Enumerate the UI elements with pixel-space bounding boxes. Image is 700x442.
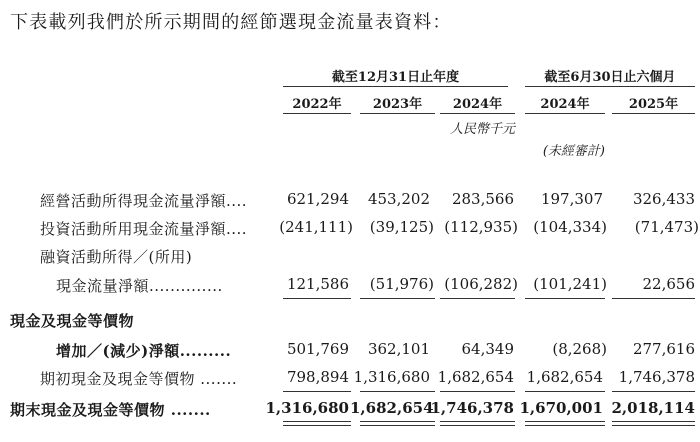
cell: 1,746,378 — [618, 368, 695, 386]
sum-rule — [612, 391, 695, 392]
row-label-operating: 經營活動所得現金流量淨額.... — [40, 192, 248, 210]
cell: 501,769 — [286, 340, 349, 358]
row-label-investing: 投資活動所用現金流量淨額.... — [40, 220, 248, 238]
year-col-4-rule — [525, 113, 605, 114]
cell: (106,282) — [444, 275, 518, 293]
sum-rule — [440, 391, 515, 392]
cell: (104,334) — [533, 218, 607, 236]
cell: 1,682,654 — [350, 399, 434, 417]
cell: (39,125) — [369, 218, 434, 236]
row-label-opening-cash: 期初現金及現金等價物 ....... — [40, 370, 238, 388]
cell: 326,433 — [632, 190, 695, 208]
cell: (101,241) — [533, 275, 607, 293]
cell: 1,316,680 — [265, 399, 349, 417]
sum-rule — [283, 391, 351, 392]
cell: 453,202 — [367, 190, 430, 208]
row-label-cash-equivalents: 現金及現金等價物 — [10, 312, 135, 330]
total-double-rule — [360, 421, 435, 426]
total-double-rule — [612, 421, 695, 426]
sum-rule — [612, 298, 695, 299]
cell: 362,101 — [367, 340, 430, 358]
cell: 283,566 — [451, 190, 514, 208]
cell: (71,473) — [634, 218, 699, 236]
sum-rule — [525, 298, 605, 299]
cell: 1,682,654 — [526, 368, 603, 386]
row-label-net-change: 增加／(減少)淨額......... — [56, 342, 232, 360]
sum-rule — [283, 298, 351, 299]
cell: (112,935) — [444, 218, 518, 236]
cell: (51,976) — [369, 275, 434, 293]
year-col-1-rule — [283, 113, 351, 114]
year-col-5: 2025年 — [628, 97, 679, 112]
year-col-2-rule — [360, 113, 435, 114]
year-col-2: 2023年 — [372, 97, 423, 112]
header-year-end-rule — [283, 86, 508, 87]
sum-rule — [525, 391, 605, 392]
cell: 64,349 — [461, 340, 514, 358]
total-double-rule — [440, 421, 515, 426]
year-col-1: 2022年 — [292, 97, 342, 112]
cell: 2,018,114 — [611, 399, 695, 417]
cell: 621,294 — [286, 190, 349, 208]
cell: (8,268) — [552, 340, 607, 358]
cell: 1,682,654 — [437, 368, 514, 386]
sum-rule — [360, 391, 435, 392]
intro-text: 下表載列我們於所示期間的經節選現金流量表資料： — [10, 12, 452, 33]
cell: 277,616 — [632, 340, 695, 358]
cell: 798,894 — [286, 368, 349, 386]
year-col-4: 2024年 — [540, 97, 590, 112]
cell: 22,656 — [642, 275, 695, 293]
total-double-rule — [283, 421, 351, 426]
year-col-3: 2024年 — [452, 97, 503, 112]
sum-rule — [440, 298, 515, 299]
cell: 1,670,001 — [519, 399, 603, 417]
header-six-month: 截至6月30日止六個月 — [544, 70, 676, 85]
cell: 1,316,680 — [353, 368, 430, 386]
year-col-3-rule — [440, 113, 515, 114]
row-label-closing-cash: 期末現金及現金等價物 ....... — [10, 401, 211, 419]
year-col-5-rule — [612, 113, 695, 114]
sum-rule — [360, 298, 435, 299]
header-year-end: 截至12月31日止年度 — [331, 70, 460, 85]
row-label-financing-net: 現金流量淨額.............. — [56, 277, 223, 295]
total-double-rule — [525, 421, 605, 426]
unaudited-label: (未經審計) — [542, 144, 605, 159]
row-label-financing: 融資活動所得／(所用) — [40, 248, 193, 266]
cell: (241,111) — [279, 218, 353, 236]
cell: 197,307 — [540, 190, 603, 208]
cell: 1,746,378 — [430, 399, 514, 417]
cell: 121,586 — [286, 275, 349, 293]
unit-label: 人民幣千元 — [449, 122, 515, 137]
header-six-month-rule — [525, 86, 695, 87]
